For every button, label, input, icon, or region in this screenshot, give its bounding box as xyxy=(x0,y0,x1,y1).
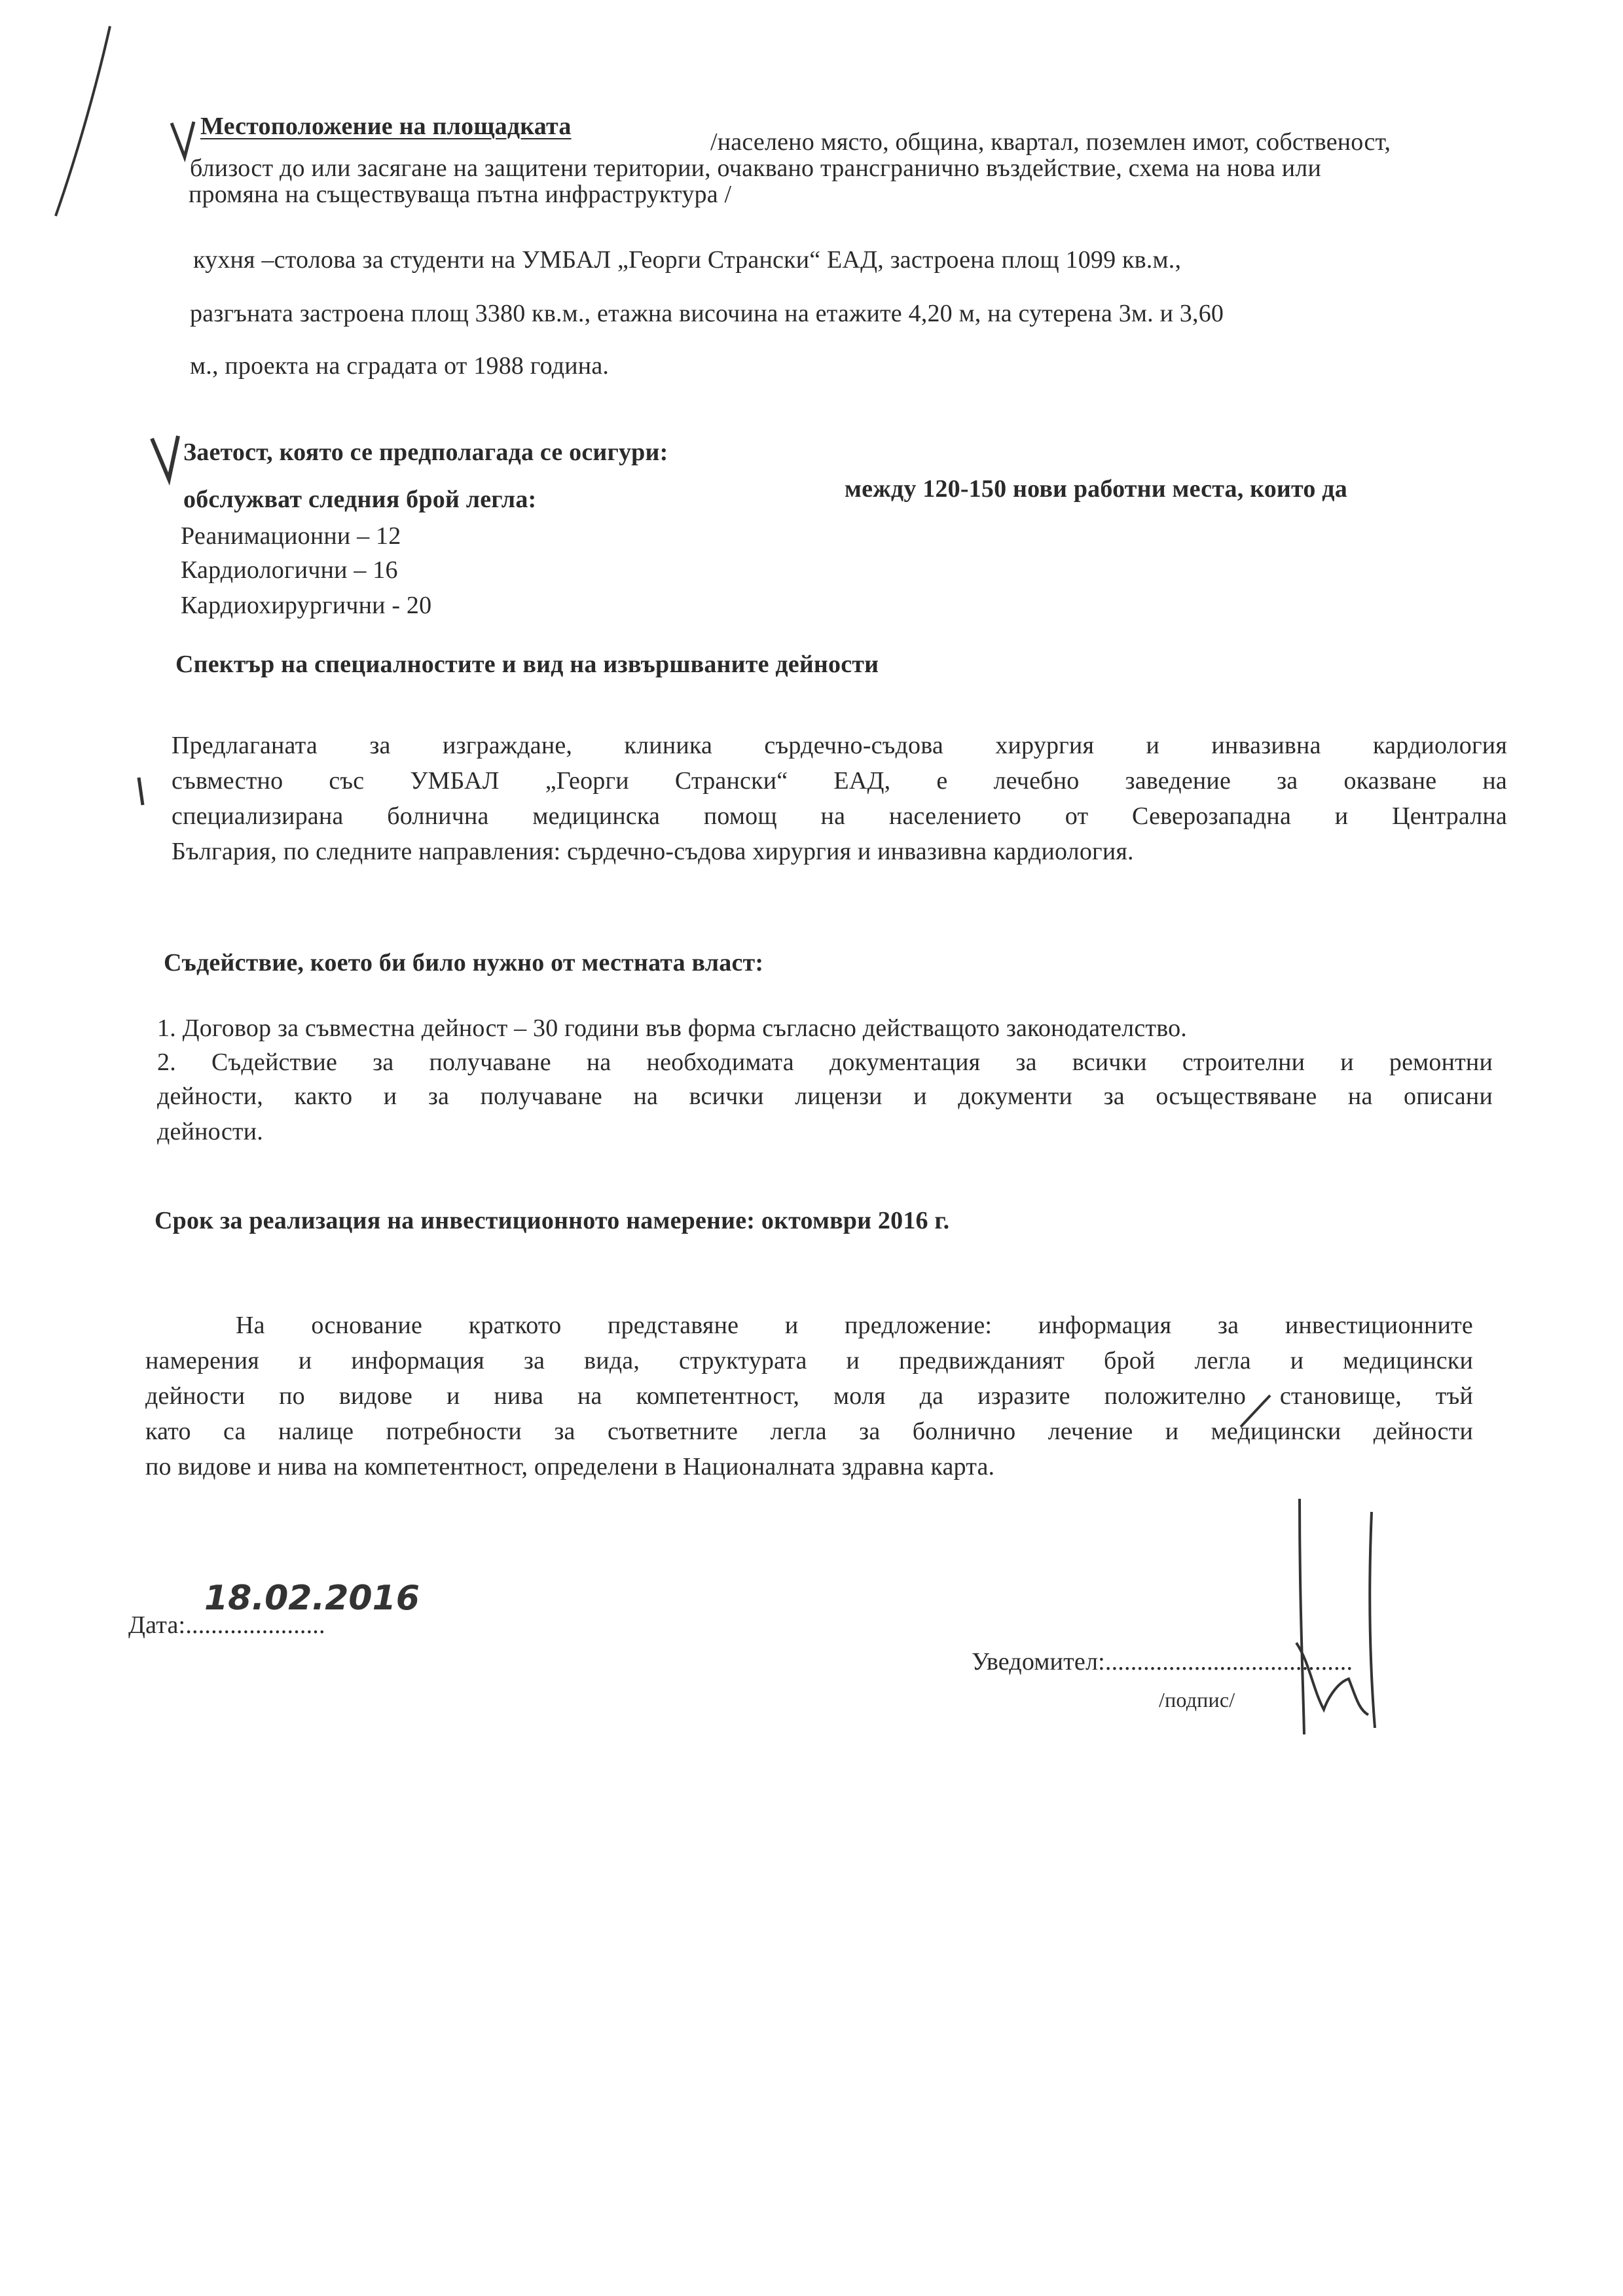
employment-heading-right: между 120-150 нови работни места, които да xyxy=(845,475,1347,503)
signature-caption: /подпис/ xyxy=(1159,1688,1235,1712)
check-mark-spectrum xyxy=(139,778,143,805)
closing-line-2: намерения и информация за вида, структурата и предвижданият брой легла и медицински xyxy=(145,1347,1473,1374)
location-hint-line-1: /населено място, община, квартал, поземлен имот, собственост, xyxy=(710,128,1391,156)
spectrum-body-line-3: специализирана болнична медицинска помощ на населението от Северозападна и Централна xyxy=(172,802,1507,830)
closing-line-1: На основание краткото представяне и предложение: информация за инвестиционните xyxy=(236,1312,1473,1339)
location-hint-line-3: промяна на съществуваща пътна инфраструктура / xyxy=(189,181,732,208)
date-dotted-line: ...................... xyxy=(185,1611,325,1639)
check-mark-employment xyxy=(152,436,178,479)
assistance-heading: Съдействие, което би било нужно от местната власт: xyxy=(164,949,764,977)
location-body-line-2: разгъната застроена площ 3380 кв.м., етажна височина на етажите 4,20 м, на сутерена 3м. и 3,60 xyxy=(190,300,1224,327)
employment-heading: Заетост, която се предполагада се осигури: xyxy=(183,439,668,466)
spectrum-heading: Спектър на специалностите и вид на извършваните дейности xyxy=(175,651,879,678)
assistance-item-2-line-1: 2. Съдействие за получаване на необходимата документация за всички строителни и ремонтни xyxy=(157,1049,1493,1076)
employment-subheading: обслужват следния брой легла: xyxy=(183,486,537,513)
spectrum-body-line-2: съвместно със УМБАЛ „Георги Странски“ ЕАД, е лечебно заведение за оказване на xyxy=(172,767,1507,795)
assistance-item-1: 1. Договор за съвместна дейност – 30 години във форма съгласно действащото законодателство. xyxy=(157,1014,1187,1042)
location-body-line-3: м., проекта на сградата от 1988 година. xyxy=(190,352,610,380)
closing-line-4: като са налице потребности за съответните легла за болнично лечение и медицински дейности xyxy=(145,1418,1473,1445)
beds-item-cardiac-surgery: Кардиохирургични - 20 xyxy=(181,592,432,619)
deadline-heading: Срок за реализация на инвестиционното намерение: октомври 2016 г. xyxy=(155,1207,950,1234)
location-body-line-1: кухня –столова за студенти на УМБАЛ „Георги Странски“ ЕАД, застроена площ 1099 кв.м., xyxy=(193,246,1182,274)
spectrum-body-line-1: Предлаганата за изграждане, клиника сърдечно-съдова хирургия и инвазивна кардиология xyxy=(172,732,1507,759)
date-label-text: Дата: xyxy=(128,1611,186,1639)
closing-line-3: дейности по видове и нива на компетентност, моля да изразите положително становище, тъй xyxy=(145,1382,1473,1410)
location-heading: Местоположение на площадката xyxy=(200,113,572,140)
date-handwritten: 18.02.2016 xyxy=(204,1579,420,1618)
notifier-dotted-line: ....................................... xyxy=(1104,1648,1353,1676)
check-mark-location xyxy=(172,122,194,157)
beds-item-resuscitation: Реанимационни – 12 xyxy=(181,522,401,550)
margin-pen-stroke xyxy=(56,26,110,216)
closing-line-5: по видове и нива на компетентност, определени в Националната здравна карта. xyxy=(145,1453,995,1480)
notifier-line xyxy=(972,1647,1353,1677)
location-hint-line-2: близост до или засягане на защитени територии, очаквано трансгранично въздействие, схема на нова или xyxy=(190,154,1321,182)
spectrum-body-line-4: България, по следните направления: сърдечно-съдова хирургия и инвазивна кардиология. xyxy=(172,838,1134,865)
beds-item-cardiology: Кардиологични – 16 xyxy=(181,556,398,584)
assistance-item-2-line-2: дейности, както и за получаване на всички лицензи и документи за осъществяване на описани xyxy=(157,1083,1493,1110)
notifier-label: Уведомител: xyxy=(972,1648,1105,1676)
assistance-item-2-line-3: дейности. xyxy=(157,1118,263,1145)
